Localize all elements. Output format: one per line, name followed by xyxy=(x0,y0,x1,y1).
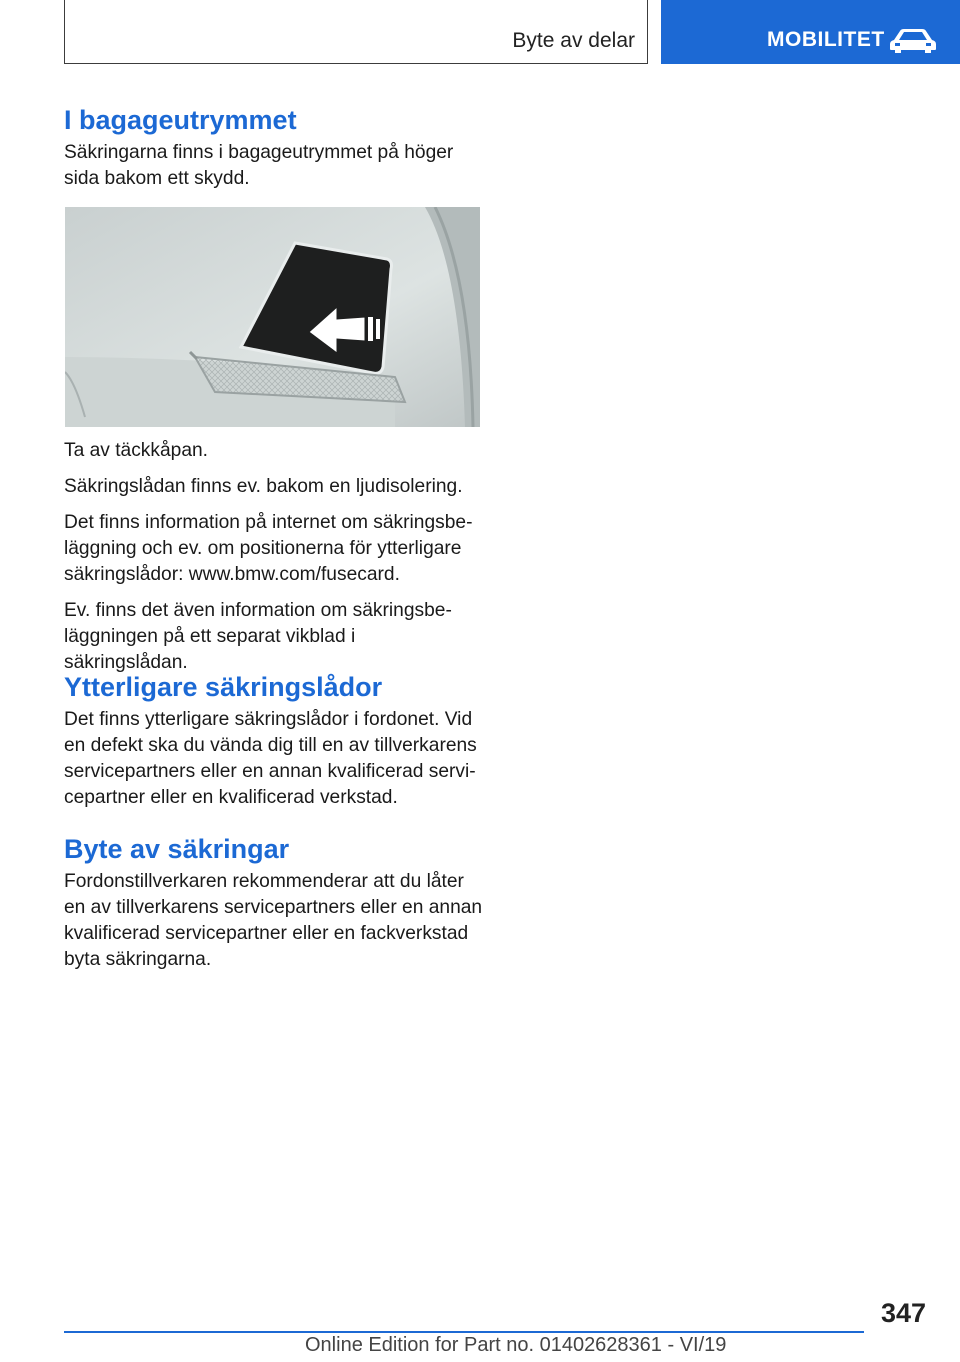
section-title: Byte av delar xyxy=(512,29,635,52)
paragraph: Det finns ytterligare säkringslådor i fordonet. Vid en defekt ska du vända dig till en av tillverkarens servicepartners eller en annan kvalificerad servi-cepartner eller en kvalificerad verkstad. xyxy=(64,709,477,808)
footer-divider xyxy=(64,1331,864,1333)
heading-additional-fuse-boxes: Ytterligare säkringslådor xyxy=(64,672,383,702)
chapter-tab-label: MOBILITET xyxy=(767,28,885,51)
heading-replacing-fuses: Byte av säkringar xyxy=(64,834,290,864)
section-additional-fuse-boxes xyxy=(64,671,484,811)
heading-trunk: I bagageutrymmet xyxy=(64,105,297,135)
section-instructions xyxy=(64,438,484,686)
section-replacing-fuses xyxy=(64,833,484,973)
section-trunk xyxy=(64,104,484,192)
paragraph: Fordonstillverkaren rekommenderar att du låter en av tillverkarens servicepartners eller en annan kvalificerad servicepartner eller en fackverkstad byta säkringarna. xyxy=(64,871,483,970)
header-section-box xyxy=(64,0,648,64)
paragraph: Det finns information på internet om säkringsbe-läggning och ev. om positionerna för ytterligare säkringslådor: www.bmw.com/fusecard. xyxy=(64,512,473,585)
footer-edition: Online Edition for Part no. 01402628361 - VI/19 xyxy=(305,1334,727,1356)
chapter-tab[interactable] xyxy=(661,0,960,64)
paragraph: Ev. finns det även information om säkringsbe-läggningen på ett separat vikblad i säkringslådan. xyxy=(64,600,452,673)
trunk-fuse-cover-photo xyxy=(65,207,480,427)
paragraph: Säkringslådan finns ev. bakom en ljudisolering. xyxy=(64,476,463,497)
paragraph: Säkringarna finns i bagageutrymmet på höger sida bakom ett skydd. xyxy=(64,142,454,189)
car-icon xyxy=(888,26,938,54)
page-number: 347 xyxy=(880,1298,926,1328)
paragraph: Ta av täckkåpan. xyxy=(64,440,208,461)
